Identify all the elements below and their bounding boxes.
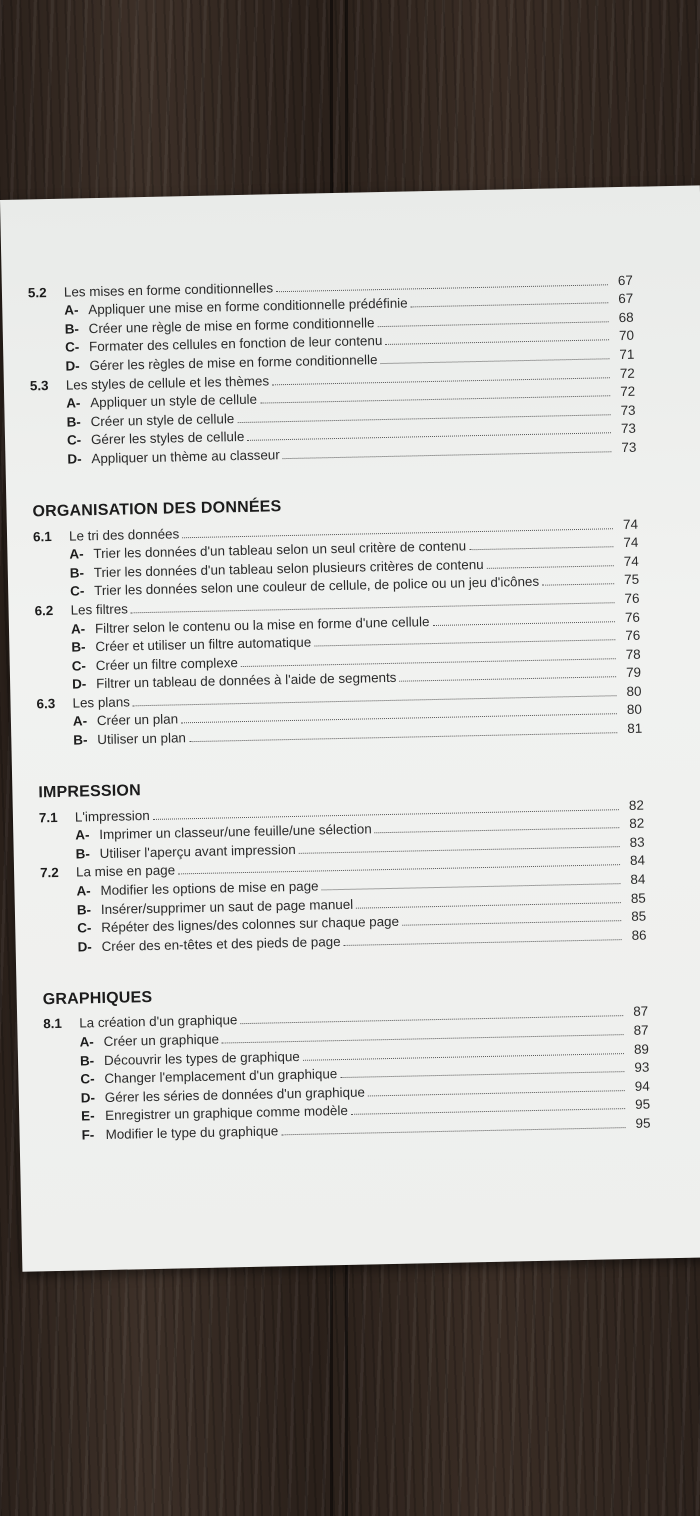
entry-letter: A- — [64, 302, 79, 318]
entry-number: 6.3 — [36, 695, 56, 712]
entry-page-number: 82 — [628, 797, 644, 813]
entry-label: Appliquer un thème au classeur — [91, 447, 280, 467]
entry-label: L'impression — [74, 807, 150, 825]
entry-page-number: 84 — [629, 853, 646, 869]
entry-letter: A- — [69, 546, 84, 562]
entry-page-number: 87 — [633, 1022, 649, 1038]
entry-letter: C- — [77, 920, 92, 936]
entry-page-number: 78 — [625, 646, 641, 662]
entry-label: Les styles de cellule et les thèmes — [65, 372, 270, 393]
entry-number: 5.2 — [27, 284, 47, 301]
entry-letter: D- — [72, 676, 87, 692]
entry-label: Modifier les options de mise en page — [100, 878, 319, 899]
entry-label: Créer des en-têtes et des pieds de page — [101, 933, 341, 954]
entry-page-number: 71 — [619, 346, 635, 363]
entry-number: 7.1 — [38, 809, 58, 825]
entry-page-number: 80 — [626, 683, 642, 699]
dot-leader — [487, 565, 614, 569]
entry-label: Répéter des lignes/des colonnes sur chaque page — [101, 914, 400, 936]
entry-label: Formater des cellules en fonction de leur contenu — [88, 333, 383, 355]
entry-label: La mise en page — [75, 862, 176, 880]
entry-letter: B- — [64, 321, 80, 337]
entry-letter: D- — [77, 939, 92, 955]
book-page — [0, 185, 700, 1271]
toc-section — [28, 270, 637, 469]
entry-page-number: 68 — [618, 309, 634, 325]
entry-letter: C- — [64, 339, 80, 356]
entry-label: Créer un plan — [96, 711, 179, 729]
entry-letter: A- — [70, 620, 86, 637]
entry-page-number: 73 — [621, 439, 637, 455]
entry-letter: C- — [70, 583, 85, 599]
entry-label: Appliquer une mise en forme conditionnelle prédéfinie — [88, 295, 408, 318]
entry-label: Découvrir les types de graphique — [103, 1048, 300, 1068]
entry-letter: E- — [81, 1108, 95, 1124]
entry-page-number: 81 — [627, 720, 643, 737]
entry-label: Changer l'emplacement d'un graphique — [104, 1066, 338, 1087]
dot-leader — [433, 621, 615, 626]
entry-letter: D- — [80, 1089, 96, 1106]
entry-page-number: 75 — [624, 572, 640, 588]
entry-label: Gérer les styles de cellule — [90, 429, 245, 448]
entry-letter: F- — [81, 1127, 95, 1143]
entry-letter: A- — [66, 395, 81, 411]
entry-page-number: 74 — [622, 516, 639, 532]
dot-leader — [189, 732, 617, 742]
entry-page-number: 87 — [633, 1004, 649, 1020]
entry-letter: A- — [76, 883, 91, 899]
dot-leader — [542, 584, 614, 587]
entry-page-number: 83 — [629, 834, 645, 850]
entry-page-number: 89 — [633, 1041, 650, 1057]
entry-number: 6.2 — [34, 602, 54, 619]
entry-page-number: 84 — [630, 871, 646, 887]
entry-letter: A- — [72, 713, 88, 730]
entry-letter: B- — [76, 901, 92, 918]
dot-leader — [281, 1127, 625, 1135]
entry-label: Gérer les règles de mise en forme conditionnelle — [89, 352, 378, 374]
entry-letter: B- — [79, 1052, 95, 1069]
entry-label: Créer un style de cellule — [90, 410, 235, 429]
entry-label: Créer un filtre complexe — [95, 654, 239, 673]
entry-label: Créer et utiliser un filtre automatique — [95, 634, 312, 655]
entry-label: Appliquer un style de cellule — [90, 391, 258, 411]
entry-page-number: 70 — [618, 328, 635, 344]
dot-leader — [344, 939, 622, 946]
entry-label: Imprimer un classeur/une feuille/une sélection — [99, 821, 372, 843]
entry-label: Le tri des données — [68, 525, 180, 544]
table-of-contents — [28, 270, 652, 1176]
entry-number: 6.1 — [32, 528, 52, 544]
entry-page-number: 94 — [634, 1078, 650, 1094]
entry-page-number: 73 — [620, 402, 636, 418]
entry-label: Trier les données selon une couleur de cellule, de police ou un jeu d'icônes — [94, 574, 540, 599]
entry-page-number: 85 — [631, 908, 647, 925]
entry-number: 8.1 — [43, 1016, 63, 1032]
entry-letter: C- — [71, 657, 87, 674]
entry-page-number: 95 — [635, 1115, 651, 1131]
entry-page-number: 67 — [618, 290, 634, 307]
entry-letter: B- — [69, 565, 85, 581]
entry-page-number: 76 — [624, 609, 641, 625]
entry-letter: B- — [73, 732, 88, 748]
section-title: IMPRESSION — [38, 782, 142, 802]
entry-letter: D- — [65, 358, 80, 374]
entry-page-number: 85 — [630, 890, 646, 906]
entry-label: Insérer/supprimer un saut de page manuel — [100, 896, 354, 917]
entry-label: Utiliser l'aperçu avant impression — [99, 841, 296, 861]
entry-page-number: 74 — [623, 534, 639, 551]
entry-label: Gérer les séries de données d'un graphique — [104, 1084, 366, 1105]
entry-page-number: 72 — [620, 383, 636, 400]
entry-label: Les mises en forme conditionnelles — [63, 279, 274, 300]
entry-page-number: 79 — [625, 664, 642, 681]
entry-letter: B- — [71, 639, 86, 655]
toc-section — [38, 769, 647, 956]
dot-leader — [411, 302, 609, 307]
entry-label: Utiliser un plan — [97, 730, 187, 748]
entry-letter: A- — [75, 827, 90, 843]
entry-letter: D- — [67, 451, 82, 467]
entry-label: Les filtres — [70, 601, 129, 618]
entry-label: Trier les données d'un tableau selon un seul critère de contenu — [93, 538, 467, 562]
entry-page-number: 67 — [617, 272, 633, 288]
entry-number: 7.2 — [39, 865, 59, 881]
entry-page-number: 73 — [620, 421, 637, 437]
entry-page-number: 76 — [624, 590, 640, 606]
dot-leader — [469, 546, 613, 550]
section-title: GRAPHIQUES — [42, 988, 153, 1009]
toc-section — [32, 488, 642, 750]
entry-label: Enregistrer un graphique comme modèle — [105, 1103, 348, 1124]
toc-section — [43, 975, 651, 1144]
entry-label: Les plans — [72, 694, 131, 711]
entry-number: 5.3 — [29, 377, 49, 393]
entry-page-number: 74 — [623, 553, 639, 569]
entry-letter: B- — [75, 846, 91, 862]
entry-label: La création d'un graphique — [79, 1012, 238, 1031]
entry-page-number: 93 — [634, 1059, 650, 1076]
section-title: ORGANISATION DES DONNÉES — [32, 498, 282, 521]
entry-letter: C- — [80, 1071, 95, 1087]
entry-letter: B- — [66, 414, 81, 430]
entry-label: Filtrer un tableau de données à l'aide de segments — [95, 670, 397, 692]
entry-page-number: 80 — [626, 702, 642, 718]
entry-label: Filtrer selon le contenu ou la mise en forme d'une cellule — [94, 613, 430, 636]
entry-page-number: 95 — [635, 1096, 651, 1113]
dot-leader — [283, 451, 612, 459]
entry-page-number: 82 — [629, 815, 645, 832]
entry-letter: A- — [79, 1034, 94, 1050]
entry-letter: C- — [66, 432, 82, 448]
entry-page-number: 86 — [631, 927, 647, 943]
entry-label: Modifier le type du graphique — [105, 1123, 279, 1142]
entry-label: Créer un graphique — [103, 1031, 220, 1050]
entry-page-number: 72 — [619, 365, 635, 381]
entry-label: Créer une règle de mise en forme conditionnelle — [88, 314, 375, 336]
entry-label: Trier les données d'un tableau selon plusieurs critères de contenu — [93, 556, 484, 580]
entry-page-number: 76 — [625, 627, 641, 644]
